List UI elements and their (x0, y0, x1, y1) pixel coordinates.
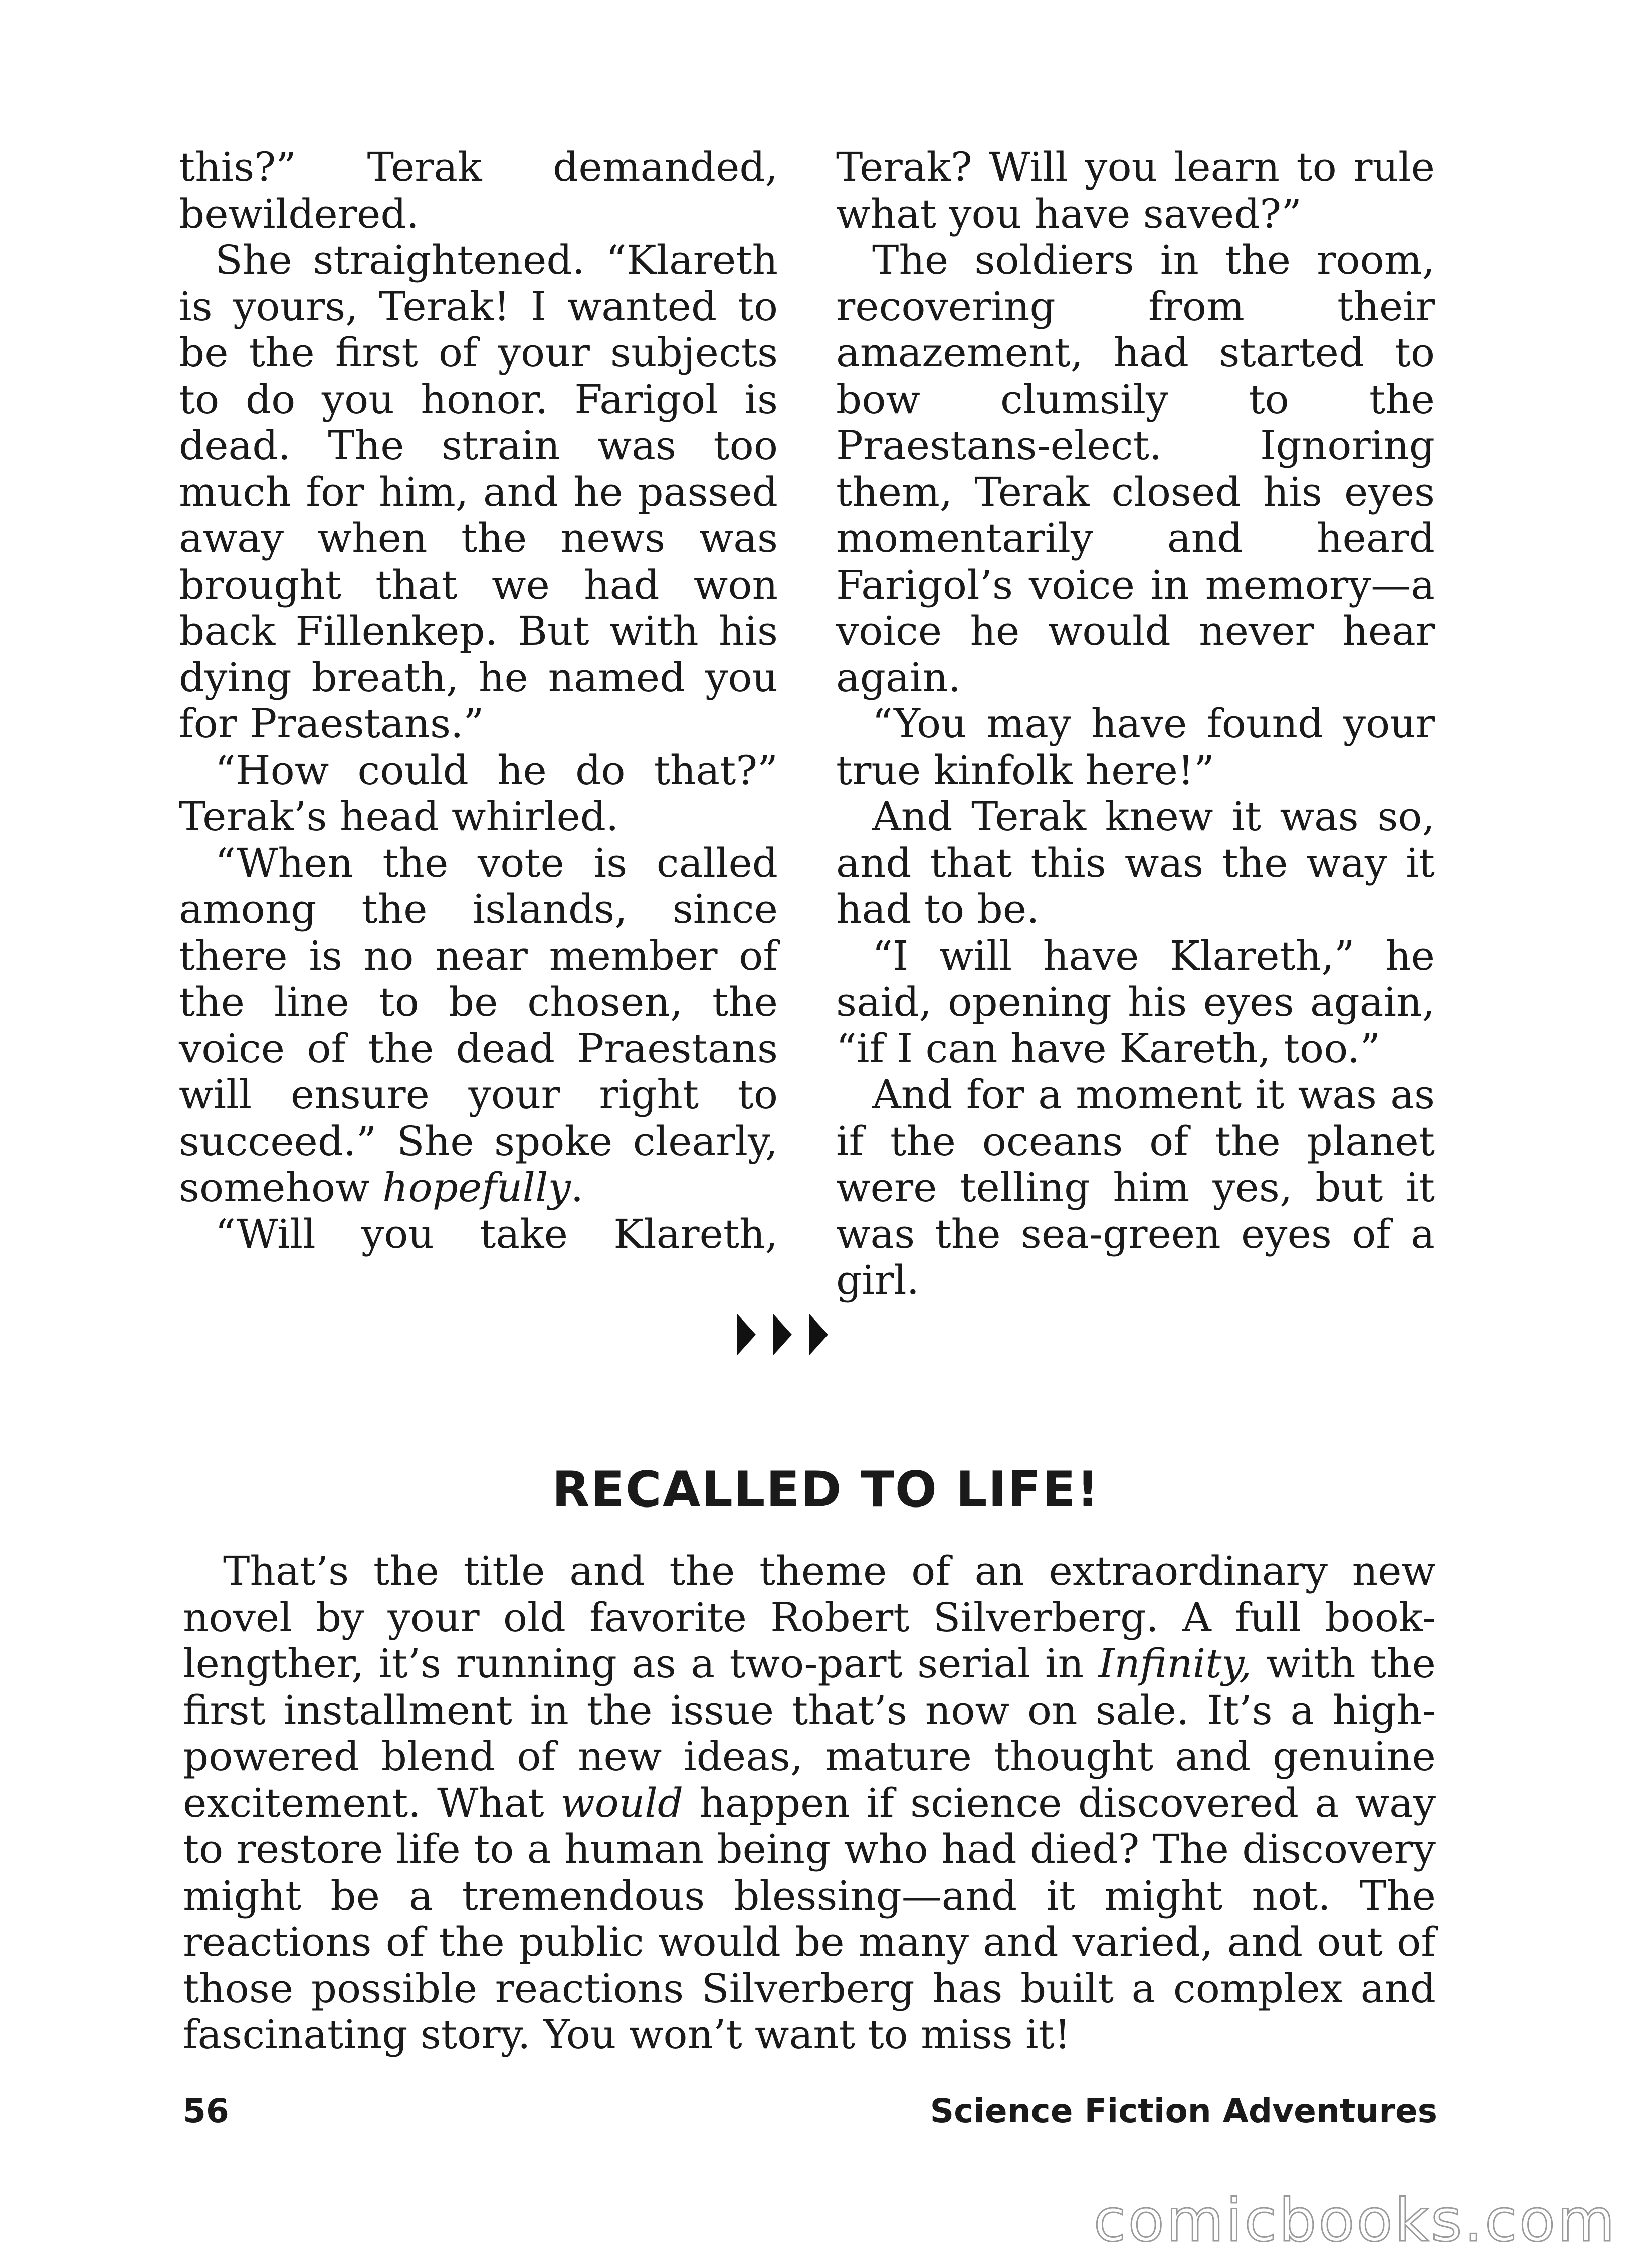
right-triangle-icon (773, 1313, 792, 1356)
paragraph-text: happen if science discovered a way to restore life to a human being who had died? The discovery might be a tremendous blessing—and it might not. The reactions of the public would be many and varied, and out of those possible reactions Silverberg has built a complex and fascinating story. You won’t want to miss it! (183, 1779, 1436, 2058)
paragraph: And for a moment it was as if the oceans of the planet were telling him yes, but it was the sea-green eyes of a girl. (836, 1071, 1435, 1303)
paragraph: The soldiers in the room, recovering from their amazement, had started to bow clumsily to the Praestans-elect. Ignoring them, Terak closed his eyes momentarily and heard Farigol’s voice in memory—a voice he would never hear again. (836, 237, 1435, 701)
right-triangle-icon (809, 1313, 828, 1356)
story-column-left (179, 144, 778, 1257)
story-column-right (836, 144, 1435, 1304)
emphasis: would (560, 1779, 684, 1826)
paragraph-text: That’s the title and the theme of an extraordinary new novel by your old favorite Robert Silverberg. A full book-lengther, it’s running as a two-part serial in (183, 1548, 1436, 1687)
paragraph (179, 840, 778, 1211)
paragraph (183, 1548, 1436, 2058)
emphasis: hopefully (382, 1164, 571, 1211)
magazine-title: Infinity, (1098, 1640, 1252, 1687)
feature-announcement (183, 1548, 1436, 2058)
magazine-name: Science Fiction Adventures (930, 2092, 1437, 2130)
feature-headline: RECALLED TO LIFE! (552, 1461, 1100, 1519)
watermark: comicbooks.com (1093, 2186, 1617, 2255)
right-triangle-icon (737, 1313, 756, 1356)
paragraph: “I will have Klareth,” he said, opening his eyes again, “if I can have Kareth, too.” (836, 932, 1435, 1072)
paragraph-text: with the first installment in the issue that’s now on sale. It’s a high-powered blend of new ideas, mature thought and genuine excitement. What (183, 1640, 1436, 1826)
paragraph: “Will you take Klareth, (215, 1210, 778, 1257)
page-number: 56 (183, 2092, 229, 2130)
paragraph: And Terak knew it was so, and that this was the way it had to be. (836, 793, 1435, 932)
section-break-ornament-icon (737, 1313, 828, 1356)
paragraph-text: “When the vote is called among the islands, since there is no near member of the line to be chosen, the voice of the dead Praestans will ensure your right to succeed.” She spoke clearly, somehow (179, 839, 778, 1211)
paragraph: “You may have found your true kinfolk here!” (836, 700, 1435, 794)
paragraph: “How could he do that?” Terak’s head whirled. (179, 746, 778, 840)
paragraph: this?” Terak demanded, bewildered. (179, 144, 778, 237)
paragraph: Terak? Will you learn to rule what you have saved?” (836, 144, 1435, 237)
paragraph: She straightened. “Klareth is yours, Terak! I wanted to be the first of your subjects to do you honor. Farigol is dead. The strain was too much for him, and he passed away when the news was brought that we had won back Fillenkep. But with his dying breath, he named you for Praestans.” (179, 237, 778, 747)
paragraph-text: . (570, 1164, 584, 1211)
